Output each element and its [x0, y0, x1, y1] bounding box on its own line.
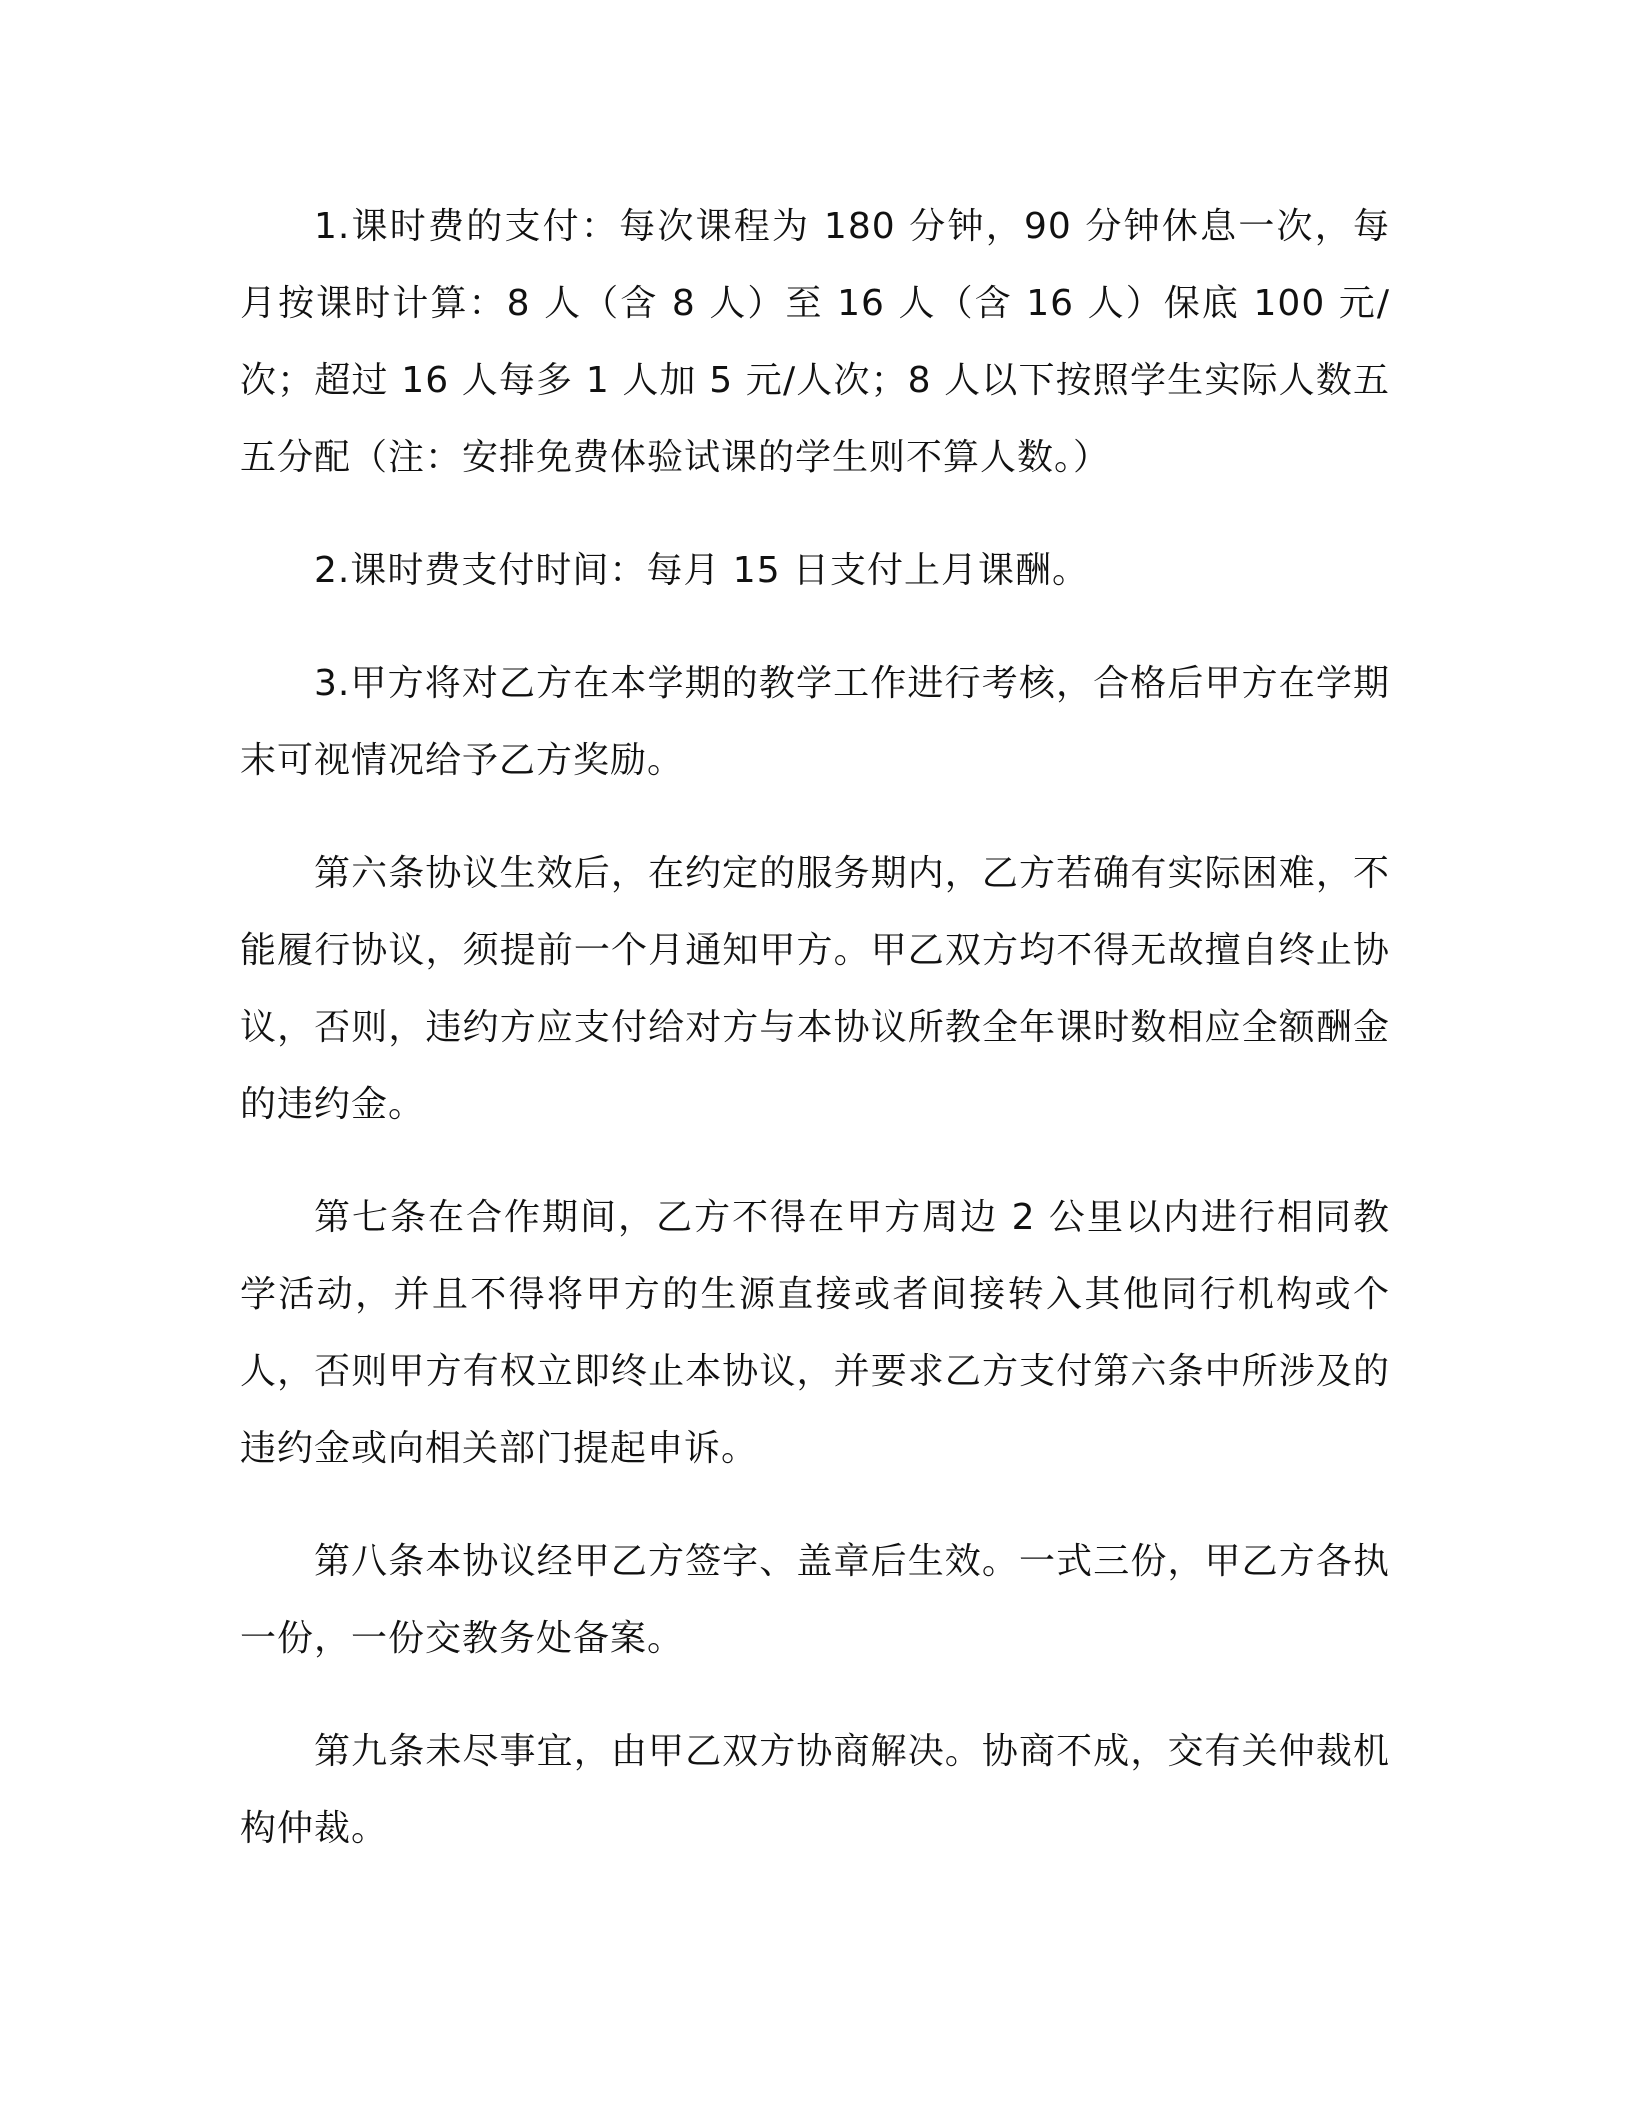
document-page — [240, 188, 1390, 1903]
paragraph-assessment: 3.甲方将对乙方在本学期的教学工作进行考核，合格后甲方在学期末可视情况给予乙方奖励。 — [240, 663, 1390, 781]
paragraph-article-9: 第九条未尽事宜，由甲乙双方协商解决。协商不成，交有关仲裁机构仲裁。 — [240, 1731, 1390, 1849]
paragraph-article-6: 第六条协议生效后，在约定的服务期内，乙方若确有实际困难，不能履行协议，须提前一个月通知甲方。甲乙双方均不得无故擅自终止协议，否则，违约方应支付给对方与本协议所教全年课时数相应全额酬金的违约金。 — [240, 853, 1390, 1125]
paragraph-article-7: 第七条在合作期间，乙方不得在甲方周边 2 公里以内进行相同教学活动，并且不得将甲方的生源直接或者间接转入其他同行机构或个人，否则甲方有权立即终止本协议，并要求乙方支付第六条中所涉及的违约金或向相关部门提起申诉。 — [240, 1197, 1390, 1469]
paragraph-fee-payment: 1.课时费的支付：每次课程为 180 分钟，90 分钟休息一次，每月按课时计算：8 人（含 8 人）至 16 人（含 16 人）保底 100 元/次；超过 16 人每多 1 人加 5 元/人次；8 人以下按照学生实际人数五五分配（注：安排免费体验试课的学生则不算人数。） — [240, 206, 1390, 478]
paragraph-article-8: 第八条本协议经甲乙方签字、盖章后生效。一式三份，甲乙方各执一份，一份交教务处备案。 — [240, 1541, 1390, 1659]
paragraph-payment-time: 2.课时费支付时间：每月 15 日支付上月课酬。 — [314, 550, 1090, 591]
